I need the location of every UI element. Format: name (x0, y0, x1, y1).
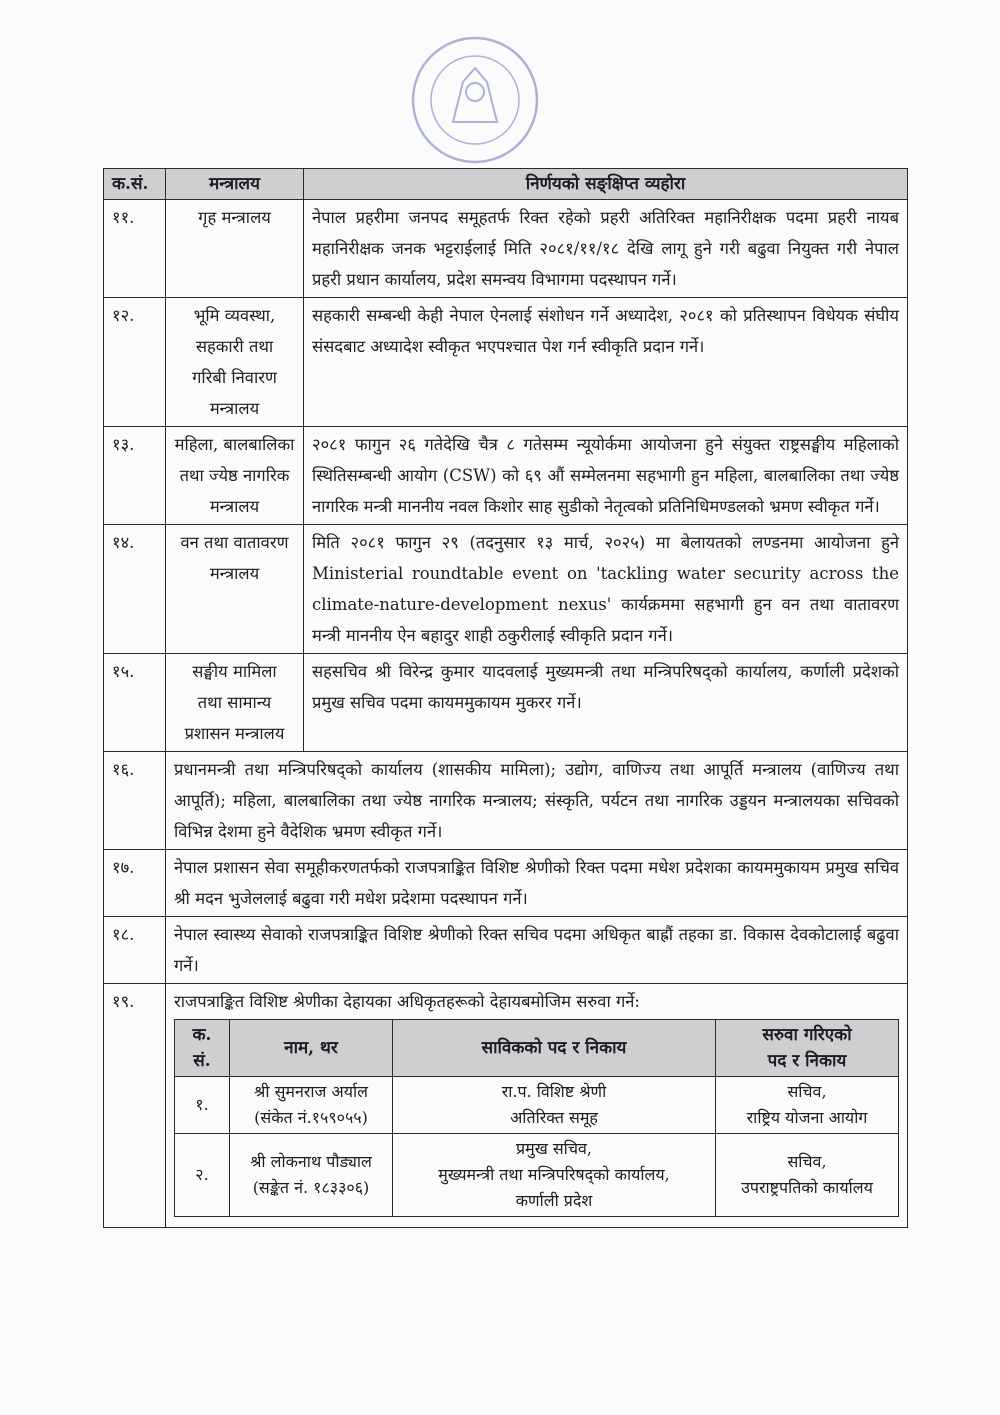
row-number: १९. (104, 984, 166, 1228)
ministry-line: वन तथा वातावरण (180, 533, 289, 552)
decision-text: सहसचिव श्री विरेन्द्र कुमार यादवलाई मुख्यमन्त्री तथा मन्त्रिपरिषद्को कार्यालय, कर्णाली प्रदेशको प्रमुख सचिव पदमा कायममुकायम मुकरर गर्ने। (304, 654, 908, 752)
header-line: सरुवा गरिएको (762, 1025, 852, 1045)
transfer-row (175, 1077, 899, 1134)
row-number: १२. (104, 298, 166, 427)
transfer-row (175, 1134, 899, 1217)
table-row (104, 525, 908, 654)
row-number: १३. (104, 427, 166, 525)
officer-name-line: श्री सुमनराज अर्याल (254, 1082, 368, 1101)
transfer-decision-cell (166, 984, 908, 1228)
ministry-line: गरिबी निवारण (192, 368, 277, 387)
row-number: १४. (104, 525, 166, 654)
row-number: ११. (104, 200, 166, 298)
header-line: पद र निकाय (767, 1051, 847, 1071)
new-post (716, 1134, 899, 1217)
previous-post-line: प्रमुख सचिव, (516, 1139, 592, 1158)
previous-post-line: मुख्यमन्त्री तथा मन्त्रिपरिषद्को कार्यालय, (438, 1165, 670, 1184)
ministry-line: मन्त्रालय (209, 497, 260, 516)
transfer-header-row (175, 1020, 899, 1077)
ministry-line: सहकारी तथा (195, 337, 274, 356)
previous-post (393, 1134, 716, 1217)
officer-name (230, 1077, 393, 1134)
ministry-line: मन्त्रालय (209, 399, 260, 418)
transfer-header-new-post (716, 1020, 899, 1077)
officer-name (230, 1134, 393, 1217)
header-decision-summary: निर्णयको सङ्क्षिप्त व्यहोरा (304, 169, 908, 200)
table-row (104, 984, 908, 1228)
transfer-serial: २. (175, 1134, 230, 1217)
previous-post-line: अतिरिक्त समूह (510, 1108, 598, 1127)
office-seal-stamp (405, 30, 545, 170)
officer-name-line: श्री लोकनाथ पौड्याल (250, 1152, 372, 1171)
new-post-line: सचिव, (787, 1152, 827, 1171)
transfer-header-name: नाम, थर (230, 1020, 393, 1077)
ministry-line: मन्त्रालय (209, 564, 260, 583)
transfer-serial: १. (175, 1077, 230, 1134)
ministry-name (166, 298, 304, 427)
table-row (104, 200, 908, 298)
ministry-line: गृह मन्त्रालय (198, 208, 271, 227)
decision-table (103, 168, 908, 1228)
ministry-name (166, 427, 304, 525)
header-serial-number: क.सं. (104, 169, 166, 200)
header-ministry: मन्त्रालय (166, 169, 304, 200)
previous-post-line: कर्णाली प्रदेश (515, 1191, 593, 1210)
decision-text: प्रधानमन्त्री तथा मन्त्रिपरिषद्को कार्यालय (शासकीय मामिला); उद्योग, वाणिज्य तथा आपूर्ति मन्त्रालय (वाणिज्य तथा आपूर्ति); महिला, बालबालिका तथा ज्येष्ठ नागरिक मन्त्रालय; संस्कृति, पर्यटन तथा नागरिक उड्डयन मन्त्रालयका सचिवको विभिन्न देशमा हुने वैदेशिक भ्रमण स्वीकृत गर्ने। (166, 752, 908, 850)
ministry-line: महिला, बालबालिका (174, 435, 295, 454)
table-row (104, 850, 908, 917)
officer-code-line: (सङ्केत नं. १८३३०६) (252, 1178, 370, 1197)
decision-text: २०८१ फागुन २६ गतेदेखि चैत्र ८ गतेसम्म न्यूयोर्कमा आयोजना हुने संयुक्त राष्ट्रसङ्घीय महिलाको स्थितिसम्बन्धी आयोग (CSW) को ६९ औं सम्मेलनमा सहभागी हुन महिला, बालबालिका तथा ज्येष्ठ नागरिक मन्त्री माननीय नवल किशोर साह सुडीको नेतृत्वको प्रतिनिधिमण्डलको भ्रमण स्वीकृत गर्ने। (304, 427, 908, 525)
ministry-line: भूमि व्यवस्था, (193, 306, 276, 325)
table-row (104, 654, 908, 752)
transfer-header-previous-post: साविकको पद र निकाय (393, 1020, 716, 1077)
decision-text: नेपाल स्वास्थ्य सेवाको राजपत्राङ्कित विशिष्ट श्रेणीको रिक्त सचिव पदमा अधिकृत बाह्रौं तहका डा. विकास देवकोटालाई बढुवा गर्ने। (166, 917, 908, 984)
row-number: १८. (104, 917, 166, 984)
decision-text: सहकारी सम्बन्धी केही नेपाल ऐनलाई संशोधन गर्ने अध्यादेश, २०८१ को प्रतिस्थापन विधेयक संघीय संसदबाट अध्यादेश स्वीकृत भएपश्चात पेश गर्न स्वीकृति प्रदान गर्ने। (304, 298, 908, 427)
new-post (716, 1077, 899, 1134)
transfer-header-serial: क. सं. (175, 1020, 230, 1077)
previous-post (393, 1077, 716, 1134)
ministry-name (166, 525, 304, 654)
new-post-line: राष्ट्रिय योजना आयोग (746, 1108, 868, 1127)
transfer-table (174, 1019, 899, 1217)
ministry-name (166, 200, 304, 298)
table-header-row (104, 169, 908, 200)
ministry-name (166, 654, 304, 752)
row-number: १६. (104, 752, 166, 850)
ministry-line: तथा सामान्य (197, 693, 272, 712)
previous-post-line: रा.प. विशिष्ट श्रेणी (501, 1082, 607, 1101)
ministry-line: तथा ज्येष्ठ नागरिक (179, 466, 290, 485)
row-number: १७. (104, 850, 166, 917)
table-row (104, 298, 908, 427)
decision-text: नेपाल प्रशासन सेवा समूहीकरणतर्फको राजपत्राङ्कित विशिष्ट श्रेणीको रिक्त पदमा मधेश प्रदेशका कायममुकायम प्रमुख सचिव श्री मदन भुजेललाई बढुवा गरी मधेश प्रदेशमा पदस्थापन गर्ने। (166, 850, 908, 917)
new-post-line: सचिव, (787, 1082, 827, 1101)
decision-text: नेपाल प्रहरीमा जनपद समूहतर्फ रिक्त रहेको प्रहरी अतिरिक्त महानिरीक्षक पदमा प्रहरी नायब महानिरीक्षक जनक भट्टराईलाई मिति २०८१/११/१८ देखि लागू हुने गरी बढुवा नियुक्त गरी नेपाल प्रहरी प्रधान कार्यालय, प्रदेश समन्वय विभागमा पदस्थापन गर्ने। (304, 200, 908, 298)
ministry-line: प्रशासन मन्त्रालय (184, 724, 285, 743)
table-row (104, 752, 908, 850)
table-row (104, 917, 908, 984)
decision-text: मिति २०८१ फागुन २९ (तदनुसार १३ मार्च, २०२५) मा बेलायतको लण्डनमा आयोजना हुने Ministerial roundtable event on 'tackling water security across the climate-nature-development nexus' कार्यक्रममा सहभागी हुन वन तथा वातावरण मन्त्री माननीय ऐन बहादुर शाही ठकुरीलाई स्वीकृति प्रदान गर्ने। (304, 525, 908, 654)
new-post-line: उपराष्ट्रपतिको कार्यालय (741, 1178, 873, 1197)
ministry-line: सङ्घीय मामिला (192, 662, 277, 681)
transfer-intro-text: राजपत्राङ्कित विशिष्ट श्रेणीका देहायका अधिकृतहरूको देहायबमोजिम सरुवा गर्ने: (174, 992, 640, 1011)
officer-code-line: (संकेत नं.१५९०५५) (254, 1108, 368, 1127)
table-row (104, 427, 908, 525)
row-number: १५. (104, 654, 166, 752)
